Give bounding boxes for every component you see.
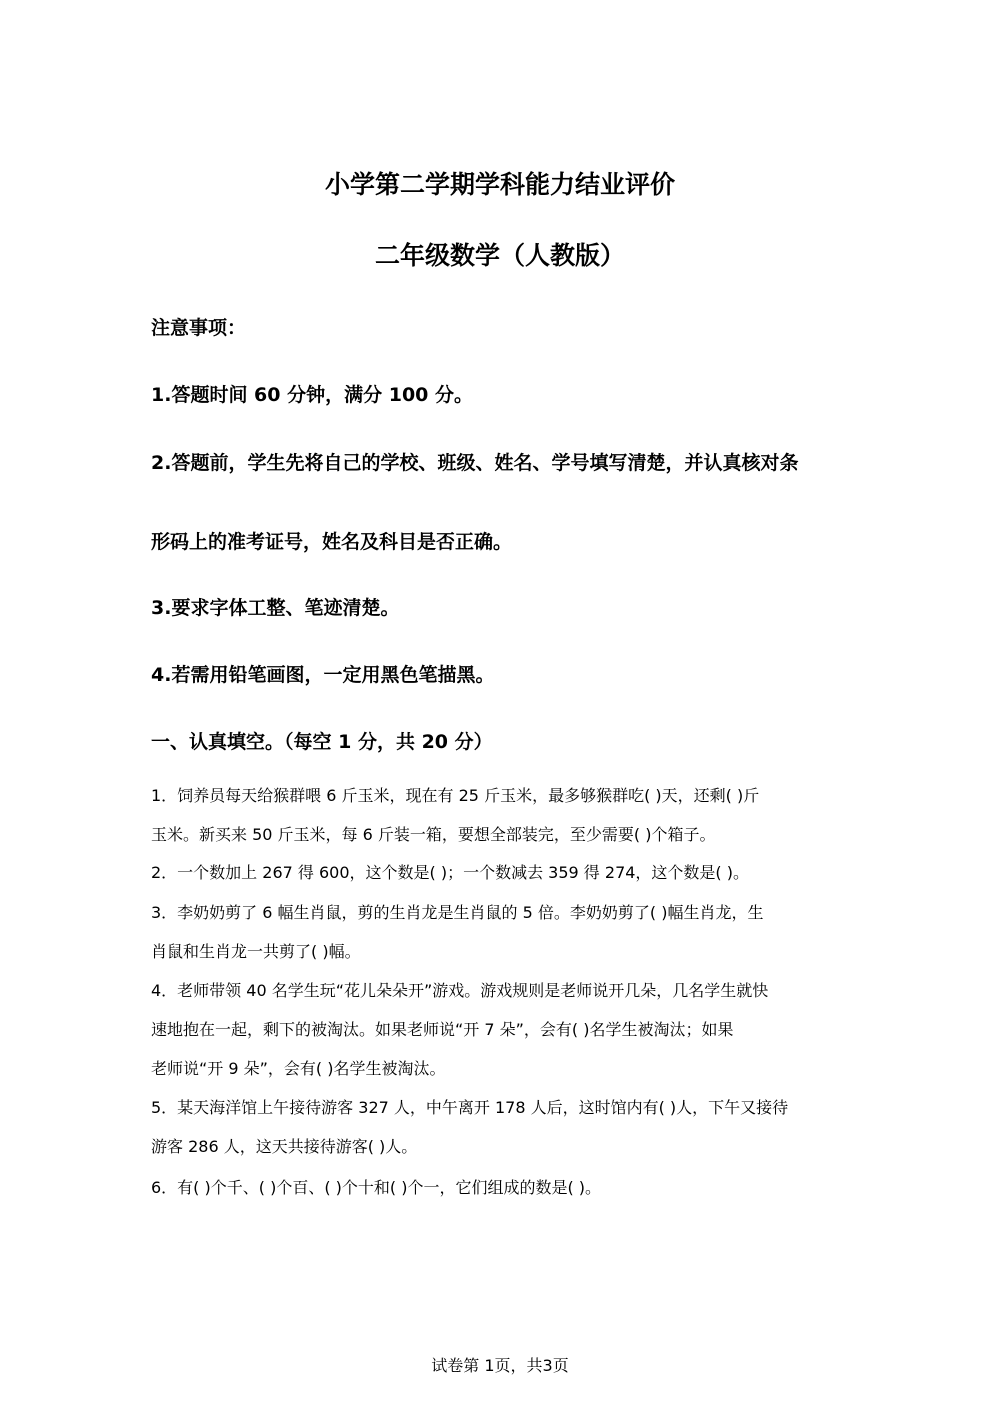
question-6: 6．有( )个千、( )个百、( )个十和( )个一，它们组成的数是( )。: [151, 1178, 602, 1197]
question-1-line-1: 1．饲养员每天给猴群喂 6 斤玉米，现在有 25 斤玉米，最多够猴群吃( )天，还剩( )斤: [151, 786, 760, 805]
notice-heading: 注意事项：: [151, 317, 247, 339]
question-4-line-3: 老师说“开 9 朵”，会有( )名学生被淘汰。: [151, 1059, 446, 1078]
notice-item-3: 3.要求字体工整、笔迹清楚。: [151, 597, 400, 619]
notice-item-2-line-2: 形码上的准考证号，姓名及科目是否正确。: [151, 531, 513, 553]
question-4-line-2: 速地抱在一起，剩下的被淘汰。如果老师说“开 7 朵”，会有( )名学生被淘汰；如果: [151, 1020, 734, 1039]
question-2: 2．一个数加上 267 得 600，这个数是( )；一个数减去 359 得 274，这个数是( )。: [151, 863, 749, 882]
notice-item-1: 1.答题时间 60 分钟，满分 100 分。: [151, 384, 473, 406]
question-3-line-2: 肖鼠和生肖龙一共剪了( )幅。: [151, 942, 361, 961]
notice-item-4: 4.若需用铅笔画图，一定用黑色笔描黑。: [151, 664, 495, 686]
question-1-line-2: 玉米。新买来 50 斤玉米，每 6 斤装一箱，要想全部装完，至少需要( )个箱子。: [151, 825, 716, 844]
question-5-line-1: 5．某天海洋馆上午接待游客 327 人，中午离开 178 人后，这时馆内有( )人，下午又接待: [151, 1098, 789, 1117]
exam-title: 小学第二学期学科能力结业评价: [324, 170, 675, 199]
notice-item-2-line-1: 2.答题前，学生先将自己的学校、班级、姓名、学号填写清楚，并认真核对条: [151, 452, 799, 474]
exam-subtitle: 二年级数学（人教版）: [374, 241, 625, 270]
question-4-line-1: 4．老师带领 40 名学生玩“花儿朵朵开”游戏。游戏规则是老师说开几朵，几名学生就快: [151, 981, 769, 1000]
question-3-line-1: 3．李奶奶剪了 6 幅生肖鼠，剪的生肖龙是生肖鼠的 5 倍。李奶奶剪了( )幅生肖龙，生: [151, 903, 764, 922]
section-1-heading: 一、认真填空。（每空 1 分，共 20 分）: [151, 731, 493, 753]
question-5-line-2: 游客 286 人，这天共接待游客( )人。: [151, 1137, 418, 1156]
page-footer: 试卷第 1页，共3页: [431, 1356, 569, 1375]
